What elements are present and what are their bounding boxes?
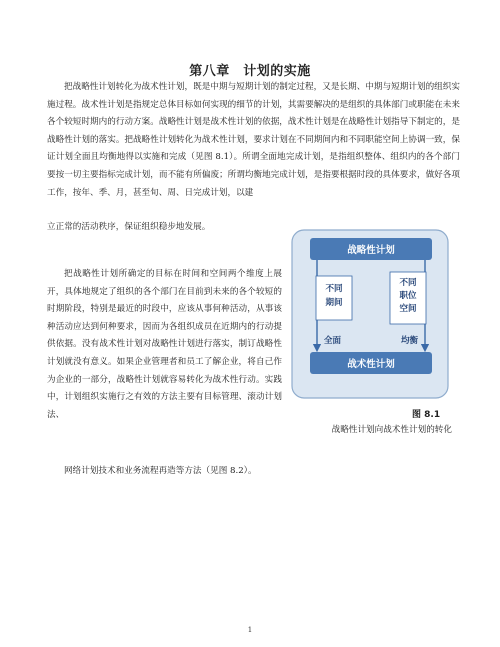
bottom-right-label: 均衡 <box>400 336 418 346</box>
paragraph-1-end: 立正常的活动秩序，保证组织稳步地发展。 <box>47 222 211 232</box>
right-label-line3: 空间 <box>399 304 417 314</box>
figure-caption-text: 战略性计划向战术性计划的转化 <box>331 425 452 435</box>
paragraph-3: 网络计划技术和业务流程再造等方法（见图 8.2）。 <box>64 466 257 476</box>
paragraph-1: 把战略性计划转化为战术性计划，既是中期与短期计划的制定过程，又是长期、中期与短期计划的组织实施过程。战术性计划是指规定总体目标如何实现的细节的计划，其需要解决的是组织的具体部门或职能在未来各个较短时期内的行动方案。战略性计划是战术性计划的依据，战术性计划是在战略性计划指导下制定的，是战略性计划的落实。把战略性计划转化为战术性计划，要求计划在不同期间内和不同职能空间上协调一致，保证计划全面且均衡地得以实施和完成（见图 8.1）。所谓全面地完成计划，是指组织整体、组织内的各个部门要按一切主要指标完成计划，而不能有所偏废；所谓均衡地完成计划，是指要根据时段的具体要求，做好各项工作，按年、季、月，甚至旬、周、日完成计划，以建 <box>47 82 460 198</box>
strategic-plan-label: 战略性计划 <box>347 245 395 256</box>
figure-8-1-diagram <box>290 228 450 431</box>
bottom-left-label: 全面 <box>324 336 342 346</box>
paragraph-2: 把战略性计划所确定的目标在时间和空间两个维度上展开，具体地规定了组织的各个部门在目前到未来的各个较短的时期阶段，特别是最近的时段中，应该从事何种活动，从事该种活动应达到何种要求，因而为各组织成员在近期内的行动提供依据。没有战术性计划对战略性计划进行落实，制订战略性计划就没有意义。如果企业管理者和员工了解企业，将自己作为企业的一部分，战略性计划就容易转化为战术性行动。实践中，计划组织实施行之有效的方法主要有目标管理、滚动计划法、 <box>47 269 282 420</box>
left-label-line1: 不同 <box>325 284 343 294</box>
right-label-line2: 职位 <box>399 291 417 301</box>
tactical-plan-label: 战术性计划 <box>347 359 395 370</box>
figure-caption-number: 图 8.1 <box>412 410 441 420</box>
page-number: 1 <box>247 626 253 634</box>
left-label-line2: 期间 <box>325 298 343 308</box>
right-label-line1: 不同 <box>399 278 417 288</box>
chapter-title: 第八章 计划的实施 <box>189 64 311 79</box>
